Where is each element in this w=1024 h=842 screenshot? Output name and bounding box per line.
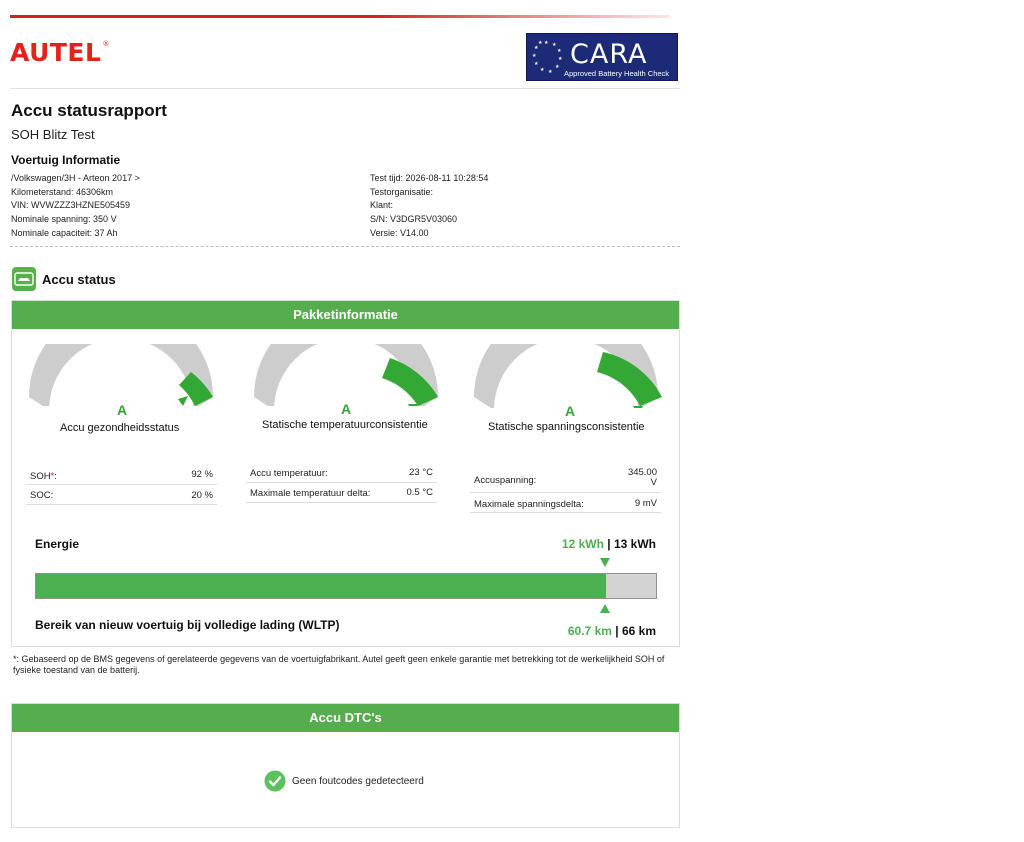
section-divider <box>10 246 680 247</box>
battery-car-icon <box>12 267 36 291</box>
soh-key: SOH*: <box>30 471 57 482</box>
gauge-temperature-grade: A <box>341 401 352 417</box>
gauge-temperature-pointer <box>408 404 418 406</box>
svg-text:★: ★ <box>540 67 545 73</box>
no-fault-codes-status <box>264 770 424 792</box>
energy-bar <box>35 573 657 599</box>
svg-text:★: ★ <box>552 42 557 48</box>
vehicle-nominal-capacity: Nominale capaciteit: 37 Ah <box>11 227 118 238</box>
svg-text:★: ★ <box>557 48 562 54</box>
no-fault-codes-text: Geen foutcodes gedetecteerd <box>292 775 424 787</box>
vehicle-info-left <box>11 172 140 241</box>
vehicle-nominal-voltage: Nominale spanning: 350 V <box>11 214 117 225</box>
range-label: Bereik van nieuw voertuig bij volledige lading (WLTP) <box>35 618 340 632</box>
soh-value: 92 % <box>191 469 213 480</box>
gauge-health-label: Accu gezondheidsstatus <box>60 422 180 434</box>
table-row <box>26 485 217 505</box>
gauge-voltage-pointer <box>633 406 643 408</box>
table-row <box>470 493 661 513</box>
soc-value: 20 % <box>191 490 213 501</box>
vehicle-mileage: Kilometerstand: 46306km <box>11 186 114 197</box>
test-organisation: Testorganisatie: <box>370 186 434 197</box>
energy-bar-fill <box>36 574 606 598</box>
svg-text:★: ★ <box>558 56 563 62</box>
header-divider <box>10 88 680 89</box>
svg-text:★: ★ <box>538 40 543 46</box>
health-values-table <box>26 466 217 505</box>
gauge-temperature <box>250 344 445 406</box>
svg-text:★: ★ <box>555 64 560 70</box>
vehicle-info-heading: Voertuig Informatie <box>11 153 121 167</box>
gauge-voltage-label: Statische spanningsconsistentie <box>488 421 645 433</box>
dtc-heading: Accu DTC's <box>12 704 679 732</box>
svg-text:★: ★ <box>544 40 549 46</box>
dtc-panel <box>11 703 680 828</box>
temperature-values-table <box>246 464 437 503</box>
voltage-values-table <box>470 466 661 513</box>
svg-text:★: ★ <box>534 61 539 67</box>
range-marker <box>600 604 610 613</box>
gauge-voltage-grade: A <box>565 403 576 419</box>
cara-badge <box>526 33 678 81</box>
table-row <box>246 464 437 483</box>
report-subtitle: SOH Blitz Test <box>11 127 95 142</box>
autel-logo: AUTEL® <box>10 38 110 67</box>
svg-text:★: ★ <box>534 45 539 51</box>
test-time: Test tijd: 2026-08-11 10:28:54 <box>370 173 489 183</box>
vehicle-info-right <box>370 172 488 241</box>
gauge-temperature-label: Statische temperatuurconsistentie <box>262 419 428 431</box>
voltage-delta-value: 9 mV <box>634 498 657 509</box>
soc-key: SOC: <box>30 490 54 501</box>
customer: Klant: <box>370 200 394 211</box>
vehicle-vin: VIN: WVWZZZ3HZNE505459 <box>11 200 131 211</box>
table-row <box>26 466 217 485</box>
serial-number: S/N: V3DGR5V03060 <box>370 214 458 225</box>
accu-temperature-key: Accu temperatuur: <box>250 468 328 479</box>
check-circle-icon <box>264 770 286 792</box>
pack-info-heading: Pakketinformatie <box>12 301 679 329</box>
vehicle-model: /Volkswagen/3H - Arteon 2017 > <box>11 173 140 183</box>
gauge-voltage <box>470 344 665 408</box>
energy-label: Energie <box>35 537 80 551</box>
temperature-delta-value: 0.5 °C <box>406 487 433 498</box>
energy-value: 12 kWh | 13 kWh <box>561 537 656 551</box>
accu-voltage-key: Accuspanning: <box>474 475 537 486</box>
disclaimer-footnote: *: Gebaseerd op de BMS gegevens of gerelateerde gegevens van de voertuigfabrikant. Autel geeft geen enkele garantie met betrekking tot de werkelijkheid SOH of fysieke toestand van de batterij. <box>13 654 665 675</box>
accu-status-title: Accu status <box>42 272 116 287</box>
gauge-health <box>25 344 220 406</box>
svg-text:★: ★ <box>532 53 537 59</box>
cara-name: CARA <box>570 39 648 70</box>
header-accent-line <box>10 15 670 18</box>
cara-tagline: Approved Battery Health Check <box>564 69 670 78</box>
software-version: Versie: V14.00 <box>370 227 429 238</box>
accu-temperature-value: 23 °C <box>409 467 433 478</box>
temperature-delta-key: Maximale temperatuur delta: <box>250 488 371 499</box>
table-row <box>470 466 661 493</box>
table-row <box>246 483 437 503</box>
svg-text:★: ★ <box>548 69 553 75</box>
range-value: 60.7 km | 66 km <box>567 624 656 638</box>
gauge-health-grade: A <box>117 402 128 418</box>
gauge-health-pointer <box>178 396 188 406</box>
voltage-delta-key: Maximale spanningsdelta: <box>474 499 584 510</box>
eu-stars-icon <box>531 38 565 78</box>
energy-marker <box>600 558 610 567</box>
accu-voltage-value: 345.00 V <box>627 467 657 488</box>
report-title: Accu statusrapport <box>11 101 167 120</box>
